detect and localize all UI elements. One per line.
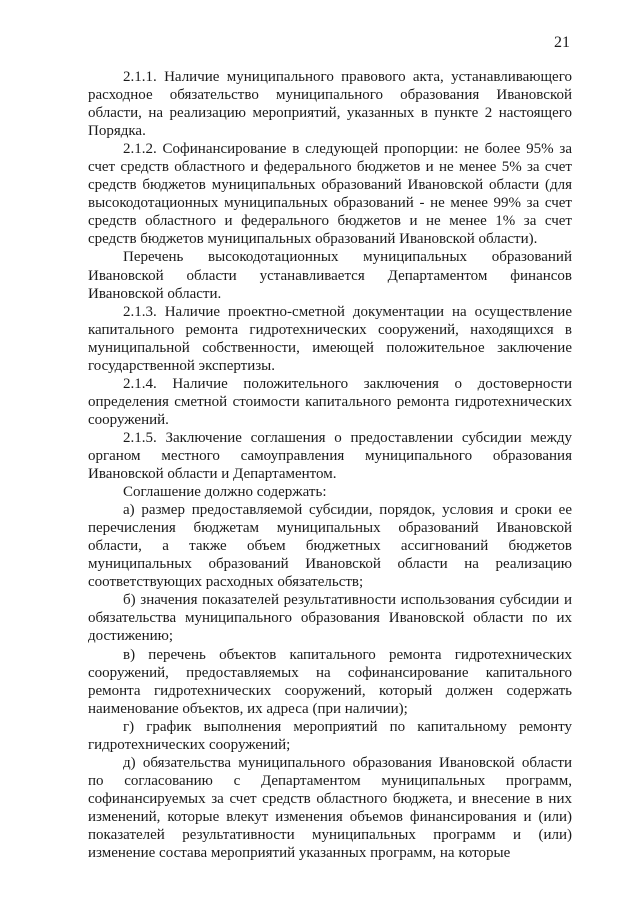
- paragraph-2-1-4: 2.1.4. Наличие положительного заключения о достоверности определения сметной стоимости капитального ремонта гидротехнических сооружений.: [88, 375, 572, 428]
- paragraph-high-subsidy-list: Перечень высокодотационных муниципальных образований Ивановской области устанавливается Департаментом финансов Ивановской области.: [88, 249, 572, 302]
- list-item-a: а) размер предоставляемой субсидии, порядок, условия и сроки ее перечисления бюджетам муниципальных образований Ивановской области, а также объем бюджетных ассигнований бюджетов муниципальных образований Ивановской области на реализацию соответствующих расходных обязательств;: [88, 502, 572, 591]
- list-item-b: б) значения показателей результативности использования субсидии и обязательства муниципального образования Ивановской области по их достижению;: [88, 592, 572, 645]
- list-item-g: г) график выполнения мероприятий по капитальному ремонту гидротехнических сооружений;: [88, 718, 572, 753]
- list-item-d: д) обязательства муниципального образования Ивановской области по согласованию с Департаментом муниципальных программ, софинансируемых за счет средств областного бюджета, и внесение в них изменений, которые влекут изменения объемов финансирования и (или) показателей результативности муниципальных программ и (или) изменение состава мероприятий указанных программ, на которые: [88, 754, 572, 862]
- paragraph-2-1-1: 2.1.1. Наличие муниципального правового акта, устанавливающего расходное обязательство муниципального образования Ивановской области, на реализацию мероприятий, указанных в пункте 2 настоящего Порядка.: [88, 69, 572, 140]
- paragraph-2-1-5: 2.1.5. Заключение соглашения о предоставлении субсидии между органом местного самоуправления муниципального образования Ивановской области и Департаментом.: [88, 429, 572, 483]
- paragraph-2-1-2: 2.1.2. Софинансирование в следующей пропорции: не более 95% за счет средств областного и федерального бюджетов и не менее 5% за счет средств бюджетов муниципальных образований Ивановской области (для высокодотационных муниципальных образований - не менее 99% за счет средств областного и федерального бюджетов и не менее 1% за счет средств бюджетов муниципальных образований Ивановской области).: [88, 141, 572, 248]
- document-body: [88, 68, 572, 862]
- paragraph-2-1-3: 2.1.3. Наличие проектно-сметной документации на осуществление капитального ремонта гидротехнических сооружений, находящихся в муниципальной собственности, имеющей положительное заключение государственной экспертизы.: [88, 303, 572, 374]
- paragraph-agreement-intro: Соглашение должно содержать:: [123, 484, 327, 501]
- list-item-v: в) перечень объектов капитального ремонта гидротехнических сооружений, предоставляемых на софинансирование капитального ремонта гидротехнических сооружений, который должен содержать наименование объектов, их адреса (при наличии);: [88, 646, 572, 717]
- page-number: 21: [554, 34, 570, 51]
